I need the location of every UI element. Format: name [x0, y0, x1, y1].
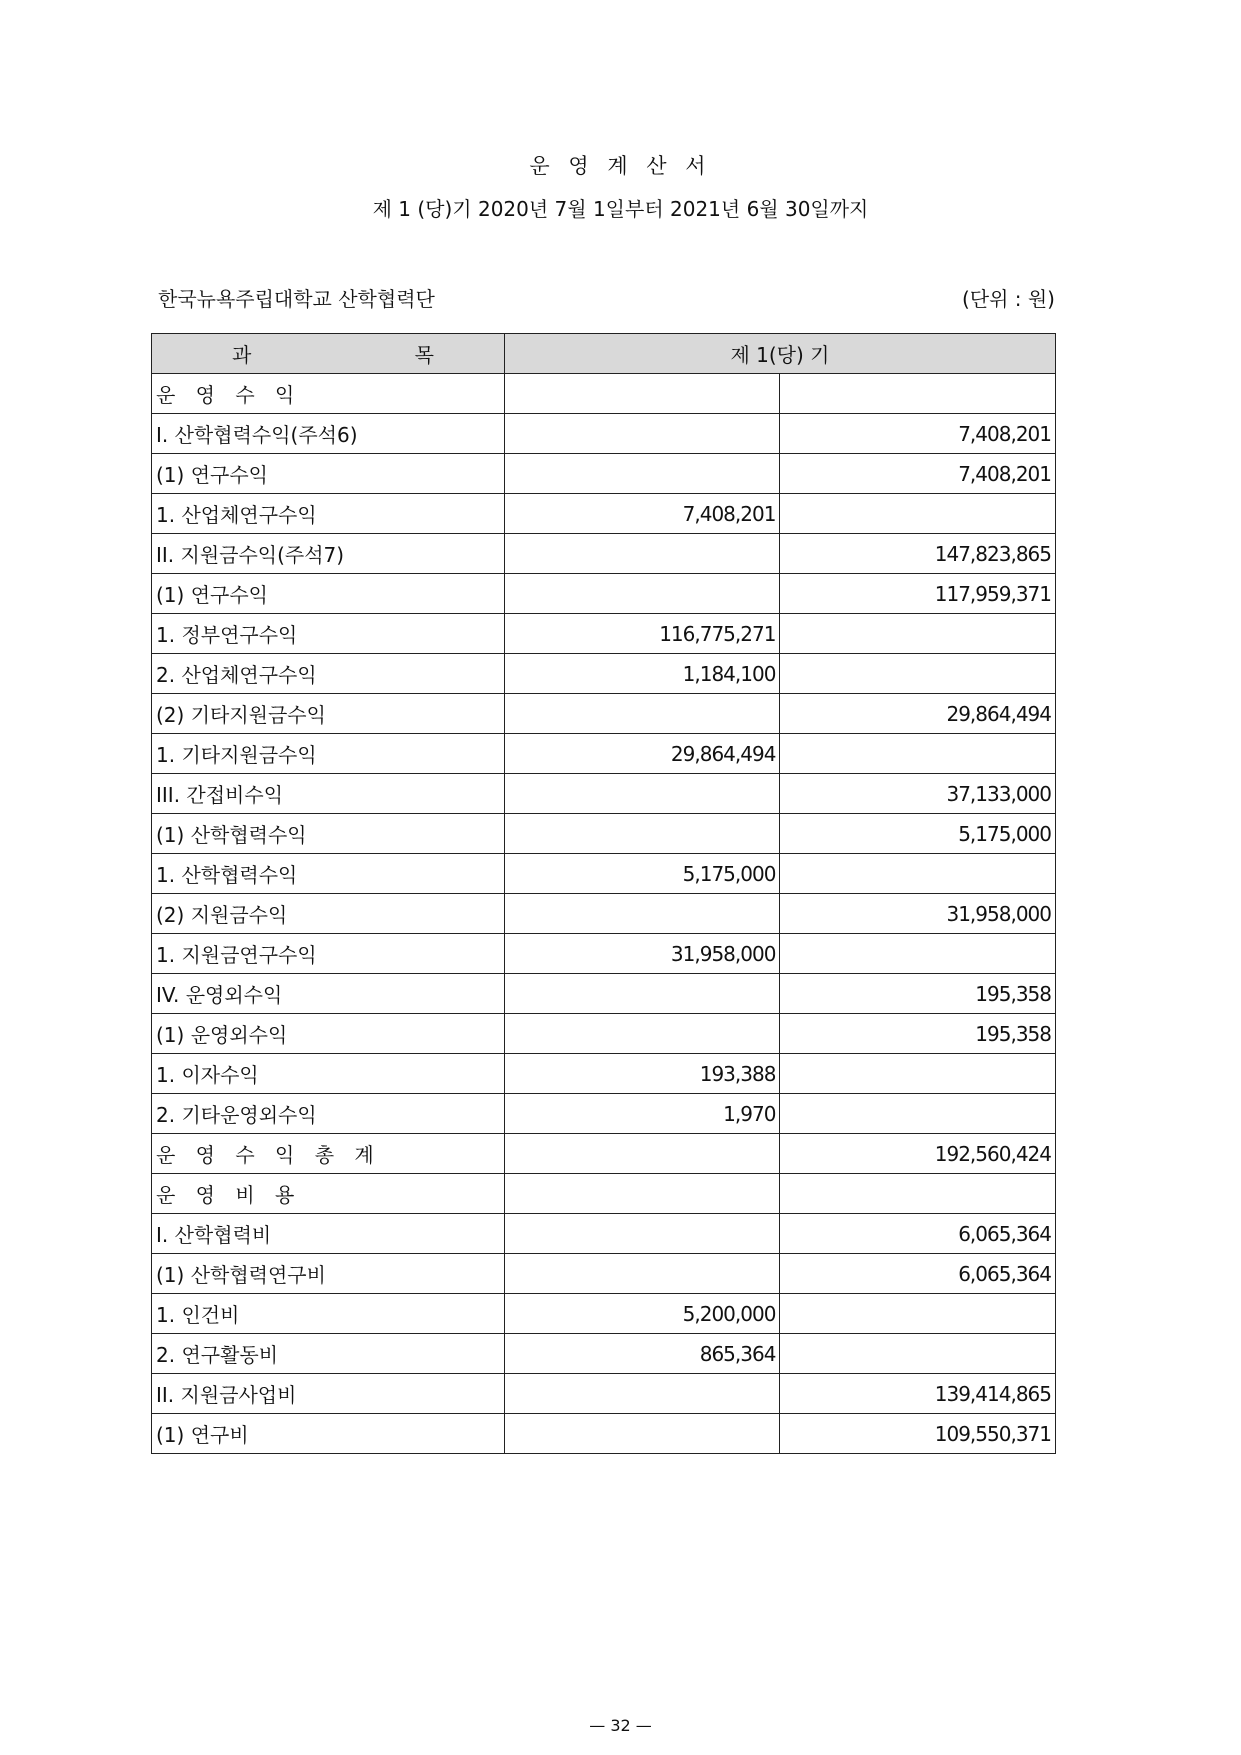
- row-label-cell: 1. 이자수익: [152, 1054, 505, 1094]
- table-row: [152, 454, 1056, 494]
- row-total-amount: [780, 654, 1056, 694]
- row-label-cell: III. 간접비수익: [152, 774, 505, 814]
- row-label-cell: (2) 기타지원금수익: [152, 694, 505, 734]
- row-detail-amount: 865,364: [504, 1334, 780, 1374]
- table-row: [152, 1294, 1056, 1334]
- row-detail-amount: 29,864,494: [504, 734, 780, 774]
- header-subject-right: 목: [414, 343, 434, 367]
- table-row: [152, 694, 1056, 734]
- row-detail-amount: 5,175,000: [504, 854, 780, 894]
- row-detail-amount: 193,388: [504, 1054, 780, 1094]
- row-detail-amount: [504, 534, 780, 574]
- row-label-cell: 2. 기타운영외수익: [152, 1094, 505, 1134]
- table-row: [152, 1174, 1056, 1214]
- row-total-amount: 195,358: [780, 1014, 1056, 1054]
- table-row: [152, 974, 1056, 1014]
- table-row: [152, 1254, 1056, 1294]
- row-total-amount: 109,550,371: [780, 1414, 1056, 1454]
- row-detail-amount: [504, 774, 780, 814]
- row-total-amount: [780, 854, 1056, 894]
- table-row: [152, 734, 1056, 774]
- header-period: 제 1(당) 기: [504, 334, 1055, 374]
- row-total-amount: 139,414,865: [780, 1374, 1056, 1414]
- row-total-amount: [780, 934, 1056, 974]
- row-detail-amount: [504, 1414, 780, 1454]
- table-row: [152, 614, 1056, 654]
- table-row: [152, 854, 1056, 894]
- table-row: [152, 414, 1056, 454]
- row-total-amount: 117,959,371: [780, 574, 1056, 614]
- row-total-amount: [780, 1294, 1056, 1334]
- table-row: [152, 894, 1056, 934]
- row-detail-amount: [504, 894, 780, 934]
- row-total-amount: 37,133,000: [780, 774, 1056, 814]
- table-row: [152, 1334, 1056, 1374]
- row-label-cell: 1. 정부연구수익: [152, 614, 505, 654]
- row-detail-amount: 5,200,000: [504, 1294, 780, 1334]
- row-label-cell: (1) 산학협력수익: [152, 814, 505, 854]
- organization-name: 한국뉴욕주립대학교 산학협력단: [158, 287, 435, 311]
- row-detail-amount: [504, 1174, 780, 1214]
- row-total-amount: [780, 494, 1056, 534]
- row-detail-amount: [504, 1214, 780, 1254]
- row-label-cell: 1. 산업체연구수익: [152, 494, 505, 534]
- row-detail-amount: 1,184,100: [504, 654, 780, 694]
- row-label-cell: II. 지원금사업비: [152, 1374, 505, 1414]
- table-row: [152, 774, 1056, 814]
- row-label-cell: 운 영 수 익: [152, 374, 505, 414]
- row-total-amount: 7,408,201: [780, 454, 1056, 494]
- table-header-row: [152, 334, 1056, 374]
- document-title: 운 영 계 산 서: [529, 154, 712, 178]
- table-row: [152, 1414, 1056, 1454]
- row-total-amount: 195,358: [780, 974, 1056, 1014]
- table-row: [152, 1214, 1056, 1254]
- row-detail-amount: 1,970: [504, 1094, 780, 1134]
- row-detail-amount: [504, 1374, 780, 1414]
- row-total-amount: [780, 374, 1056, 414]
- page-number: — 32 —: [589, 1716, 652, 1735]
- table-body: [152, 374, 1056, 1454]
- table-row: [152, 574, 1056, 614]
- row-label-cell: (1) 연구수익: [152, 454, 505, 494]
- row-detail-amount: [504, 1254, 780, 1294]
- table-row: [152, 534, 1056, 574]
- operating-statement-table: [151, 333, 1056, 1454]
- row-detail-amount: [504, 374, 780, 414]
- table-row: [152, 1014, 1056, 1054]
- table-row: [152, 494, 1056, 534]
- row-label-cell: 1. 산학협력수익: [152, 854, 505, 894]
- row-total-amount: 6,065,364: [780, 1214, 1056, 1254]
- row-label-cell: 2. 연구활동비: [152, 1334, 505, 1374]
- row-label-cell: 운 영 수 익 총 계: [152, 1134, 505, 1174]
- row-label-cell: (1) 연구수익: [152, 574, 505, 614]
- row-label-cell: 운 영 비 용: [152, 1174, 505, 1214]
- row-total-amount: 147,823,865: [780, 534, 1056, 574]
- table-row: [152, 654, 1056, 694]
- row-total-amount: [780, 614, 1056, 654]
- row-label-cell: (1) 산학협력연구비: [152, 1254, 505, 1294]
- row-label-cell: (1) 연구비: [152, 1414, 505, 1454]
- header-subject-left: 과: [232, 343, 252, 367]
- row-detail-amount: [504, 974, 780, 1014]
- row-detail-amount: [504, 454, 780, 494]
- fiscal-period: 제 1 (당)기 2020년 7월 1일부터 2021년 6월 30일까지: [372, 197, 869, 221]
- table-row: [152, 1374, 1056, 1414]
- row-detail-amount: [504, 1014, 780, 1054]
- table-row: [152, 814, 1056, 854]
- table-row: [152, 934, 1056, 974]
- row-label-cell: (2) 지원금수익: [152, 894, 505, 934]
- row-label-cell: IV. 운영외수익: [152, 974, 505, 1014]
- row-total-amount: 31,958,000: [780, 894, 1056, 934]
- row-total-amount: 29,864,494: [780, 694, 1056, 734]
- row-label-cell: I. 산학협력수익(주석6): [152, 414, 505, 454]
- row-total-amount: [780, 1094, 1056, 1134]
- row-total-amount: 192,560,424: [780, 1134, 1056, 1174]
- row-label-cell: II. 지원금수익(주석7): [152, 534, 505, 574]
- row-detail-amount: [504, 814, 780, 854]
- row-detail-amount: [504, 1134, 780, 1174]
- row-label-cell: 2. 산업체연구수익: [152, 654, 505, 694]
- row-detail-amount: 7,408,201: [504, 494, 780, 534]
- row-detail-amount: [504, 574, 780, 614]
- row-label-cell: 1. 지원금연구수익: [152, 934, 505, 974]
- row-total-amount: [780, 1054, 1056, 1094]
- row-total-amount: 5,175,000: [780, 814, 1056, 854]
- row-label-cell: I. 산학협력비: [152, 1214, 505, 1254]
- row-detail-amount: 116,775,271: [504, 614, 780, 654]
- row-detail-amount: [504, 414, 780, 454]
- row-label-cell: 1. 기타지원금수익: [152, 734, 505, 774]
- row-total-amount: 7,408,201: [780, 414, 1056, 454]
- table-row: [152, 1134, 1056, 1174]
- table-row: [152, 1054, 1056, 1094]
- table-row: [152, 1094, 1056, 1134]
- header-subject: [152, 334, 505, 374]
- currency-unit: (단위 : 원): [961, 287, 1055, 311]
- row-total-amount: [780, 1334, 1056, 1374]
- row-total-amount: [780, 1174, 1056, 1214]
- row-label-cell: 1. 인건비: [152, 1294, 505, 1334]
- row-detail-amount: 31,958,000: [504, 934, 780, 974]
- row-total-amount: [780, 734, 1056, 774]
- row-label-cell: (1) 운영외수익: [152, 1014, 505, 1054]
- table-row: [152, 374, 1056, 414]
- row-total-amount: 6,065,364: [780, 1254, 1056, 1294]
- row-detail-amount: [504, 694, 780, 734]
